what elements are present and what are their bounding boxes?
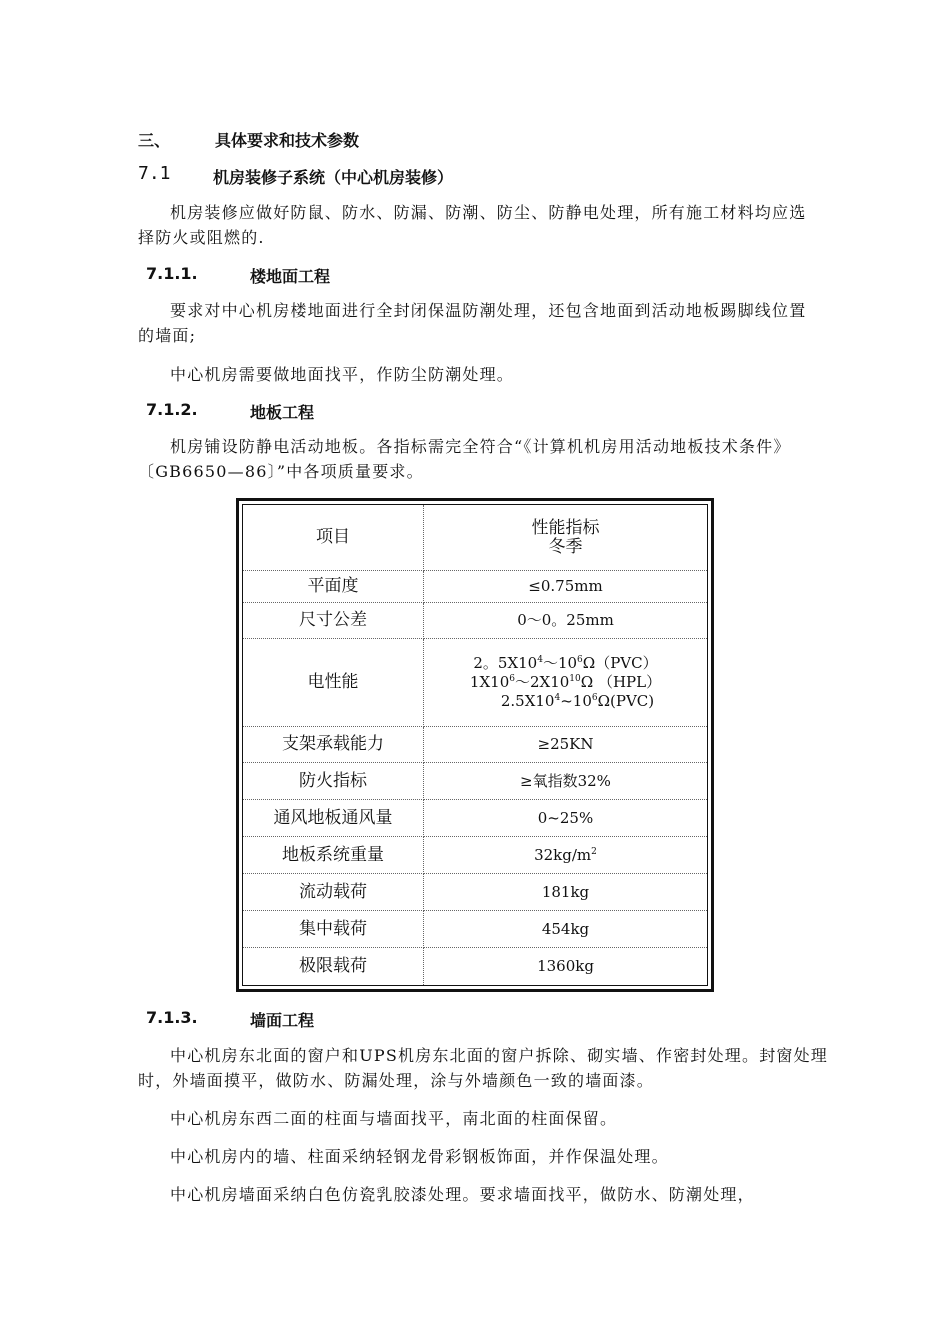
table-header-row xyxy=(243,505,708,571)
row-item: 尺寸公差 xyxy=(243,603,424,639)
row-value: ≥25KN xyxy=(424,727,708,763)
heading-7-1-1-number: 7.1.1. xyxy=(146,264,198,283)
electrical-line-2: $1X10^6\sim 2X10^{10}\Omega$ （HPL） xyxy=(469,673,662,691)
row-item: 地板系统重量 xyxy=(243,837,424,874)
table-row xyxy=(243,911,708,948)
table-row xyxy=(243,571,708,603)
row-item: 电性能 xyxy=(243,639,424,727)
header-performance-label: 性能指标 xyxy=(531,517,600,538)
row-item: 流动载荷 xyxy=(243,874,424,911)
table-row xyxy=(243,763,708,800)
floor-board-paragraph: 机房铺设防静电活动地板。各指标需完全符合“《计算机机房用活动地板技术条件》〔GB6650—86〕”中各项质量要求。 xyxy=(138,437,791,481)
heading-7-1-2-title: 地板工程 xyxy=(250,403,315,422)
heading-7-1-2 xyxy=(146,400,446,422)
spec-table-frame xyxy=(236,498,714,992)
table-row xyxy=(243,837,708,874)
intro-paragraph: 机房装修应做好防鼠、防水、防漏、防潮、防尘、防静电处理，所有施工材料均应选择防火或阻燃的. xyxy=(138,203,807,247)
table-row xyxy=(243,639,708,727)
heading-7-1-3-title: 墙面工程 xyxy=(250,1011,315,1030)
wall-paragraph-4: 中心机房墙面采纳白色仿瓷乳胶漆处理。要求墙面找平，做防水、防潮处理， xyxy=(170,1185,755,1204)
row-item: 极限载荷 xyxy=(243,948,424,986)
header-item: 项目 xyxy=(243,505,424,571)
wall-paragraph-1: 中心机房东北面的窗户和UPS机房东北面的窗户拆除、砌实墙、作密封处理。封窗处理时，外墙面摸平，做防水、防漏处理，涂与外墙颜色一致的墙面漆。 xyxy=(138,1046,829,1090)
row-item: 集中载荷 xyxy=(243,911,424,948)
heading-7-1 xyxy=(138,165,558,187)
row-value: $32kg/m^2$ xyxy=(424,837,708,874)
table-row xyxy=(243,800,708,837)
row-value: 181kg xyxy=(424,874,708,911)
table-row xyxy=(243,874,708,911)
row-item: 平面度 xyxy=(243,571,424,603)
table-row xyxy=(243,727,708,763)
heading-7-1-3-number: 7.1.3. xyxy=(146,1008,198,1027)
row-value: 454kg xyxy=(424,911,708,948)
row-value-electrical xyxy=(424,639,708,727)
heading-7-1-2-number: 7.1.2. xyxy=(146,400,198,419)
section-title: 具体要求和技术参数 xyxy=(215,131,360,150)
section-heading xyxy=(138,128,438,150)
floor-paragraph-1: 要求对中心机房楼地面进行全封闭保温防潮处理，还包含地面到活动地板踢脚线位置的墙面; xyxy=(138,301,807,345)
row-item: 通风地板通风量 xyxy=(243,800,424,837)
spec-table xyxy=(242,504,708,986)
electrical-line-1: 2。$5X10^4\sim 10^6\Omega(PVC)$ xyxy=(473,654,658,672)
row-item: 支架承载能力 xyxy=(243,727,424,763)
row-item: 防火指标 xyxy=(243,763,424,800)
row-value: 1360kg xyxy=(537,957,594,975)
header-season-label: 冬季 xyxy=(548,536,583,557)
row-value: 0~25% xyxy=(424,800,708,837)
table-row xyxy=(243,948,708,986)
wall-paragraph-2: 中心机房东西二面的柱面与墙面找平，南北面的柱面保留。 xyxy=(170,1109,618,1128)
heading-7-1-3 xyxy=(146,1008,446,1030)
wall-paragraph-3: 中心机房内的墙、柱面采纳轻钢龙骨彩钢板饰面，并作保温处理。 xyxy=(170,1147,669,1166)
floor-paragraph-2: 中心机房需要做地面找平，作防尘防潮处理。 xyxy=(170,365,515,384)
heading-7-1-1-title: 楼地面工程 xyxy=(250,267,331,286)
header-performance xyxy=(424,505,708,571)
row-value: ≥氧指数32% xyxy=(424,763,708,800)
heading-7-1-title: 机房装修子系统（中心机房装修） xyxy=(213,168,454,187)
electrical-line-3: $2.5X10^4\sim 10^6\Omega(PVC)$ xyxy=(500,692,655,710)
row-value: 0～0。25mm xyxy=(424,603,708,639)
table-row xyxy=(243,603,708,639)
row-value: ≤0.75mm xyxy=(424,571,708,603)
heading-7-1-number: 7.1 xyxy=(138,163,171,184)
section-number: 三、 xyxy=(138,131,171,150)
heading-7-1-1 xyxy=(146,264,446,286)
